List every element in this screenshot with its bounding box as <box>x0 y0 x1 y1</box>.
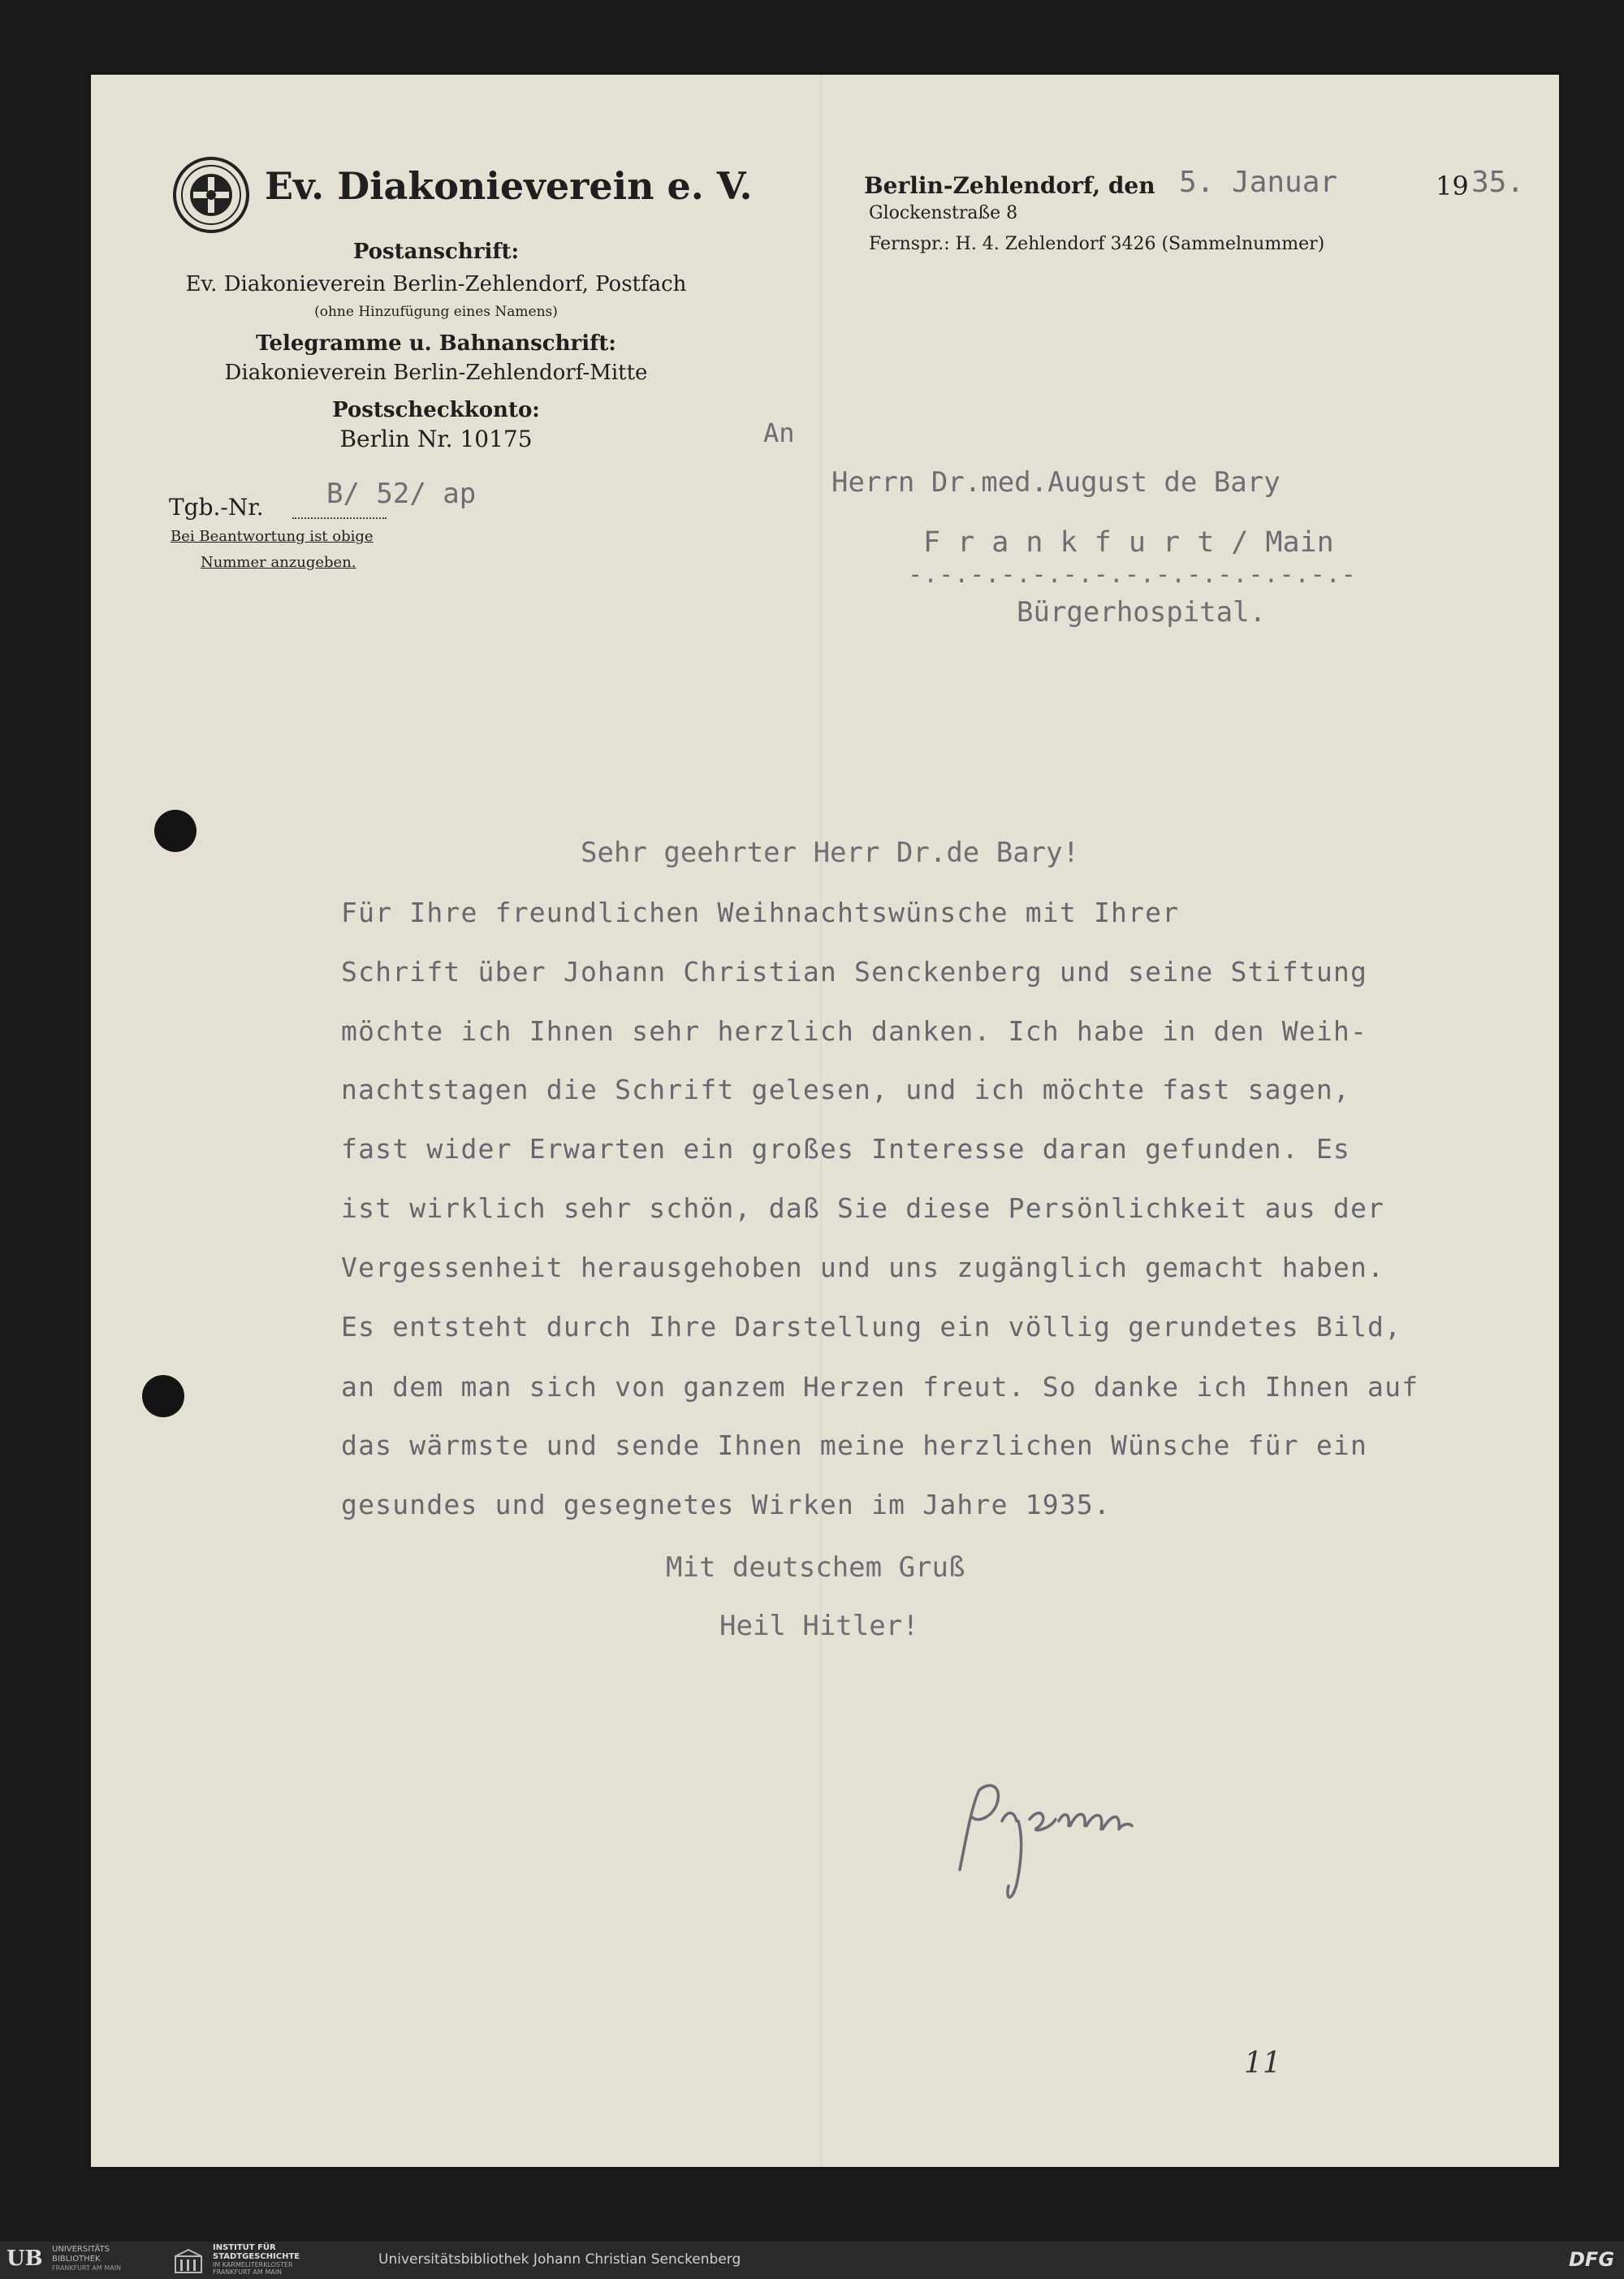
place-label: Berlin-Zehlendorf, den <box>864 172 1155 199</box>
city-underline: -.-.-.-.-.-.-.-.-.-.-.-.-.-.- <box>908 560 1357 589</box>
postscheck-line: Berlin Nr. 10175 <box>339 426 533 452</box>
recipient-place: Bürgerhospital. <box>1017 596 1267 629</box>
diakonie-seal-icon <box>172 156 250 234</box>
handwritten-signature <box>927 1699 1236 1910</box>
body-line-2: Schrift über Johann Christian Senckenberg und seine Stiftung <box>341 956 1368 988</box>
recipient-name: Herrn Dr.med.August de Bary <box>831 466 1281 499</box>
body-line-6: ist wirklich sehr schön, daß Sie diese Persönlichkeit aus der <box>341 1192 1385 1224</box>
body-line-7: Vergessenheit herausgehoben und uns zugänglich gemacht haben. <box>341 1252 1385 1283</box>
letter-page <box>91 75 1559 2167</box>
isg-text-2: STADTGESCHICHTE <box>213 2252 300 2261</box>
ub-text-3: FRANKFURT AM MAIN <box>52 2264 122 2272</box>
dfg-logo: DFG <box>1569 2248 1615 2271</box>
tgb-value: B/ 52/ ap <box>326 478 477 510</box>
recipient-city: F r a n k f u r t / Main <box>923 526 1334 559</box>
postal-label: Postanschrift: <box>352 240 520 264</box>
body-line-1: Für Ihre freundlichen Weihnachtswünsche mit Ihrer <box>341 897 1180 928</box>
body-line-10: das wärmste und sende Ihnen meine herzlichen Wünsche für ein <box>341 1429 1368 1461</box>
ub-logo-text: UB <box>6 2247 43 2271</box>
ub-text-2: BIBLIOTHEK <box>52 2255 101 2264</box>
postal-note: (ohne Hinzufügung eines Namens) <box>314 304 558 320</box>
street: Glockenstraße 8 <box>869 203 1018 223</box>
phone: Fernspr.: H. 4. Zehlendorf 3426 (Sammelnummer) <box>869 234 1325 254</box>
isg-building-icon <box>174 2248 203 2274</box>
isg-text-3: IM KARMELITERKLOSTER <box>213 2261 293 2268</box>
body-line-8: Es entsteht durch Ihre Darstellung ein völlig gerundetes Bild, <box>341 1311 1402 1343</box>
date-day: 5. Januar <box>1179 166 1338 199</box>
punch-hole-bottom <box>142 1375 184 1417</box>
body-line-3: möchte ich Ihnen sehr herzlich danken. Ich habe in den Weih- <box>341 1015 1368 1047</box>
telegram-label: Telegramme u. Bahnanschrift: <box>256 331 616 356</box>
punch-hole-top <box>154 810 197 852</box>
body-line-9: an dem man sich von ganzem Herzen freut. So danke ich Ihnen auf <box>341 1371 1419 1403</box>
tgb-note-1: Bei Beantwortung ist obige <box>171 528 374 545</box>
footer-bar <box>0 2242 1624 2279</box>
year-prefix: 19 <box>1436 171 1469 201</box>
org-name: Ev. Diakonieverein e. V. <box>265 164 753 208</box>
body-line-5: fast wider Erwarten ein großes Interesse daran gefunden. Es <box>341 1133 1350 1165</box>
page-number: 11 <box>1244 2047 1281 2080</box>
postscheck-label: Postscheckkonto: <box>332 398 540 422</box>
telegram-line: Diakonieverein Berlin-Zehlendorf-Mitte <box>224 361 648 385</box>
postal-line: Ev. Diakonieverein Berlin-Zehlendorf, Postfach <box>185 272 687 296</box>
salutation: Sehr geehrter Herr Dr.de Bary! <box>581 837 1080 869</box>
tgb-label: Tgb.-Nr. <box>169 494 264 521</box>
isg-text-4: FRANKFURT AM MAIN <box>213 2268 283 2276</box>
tgb-dotted-line <box>292 517 387 519</box>
ub-text-1: UNIVERSITÄTS <box>52 2245 110 2254</box>
library-name: Universitätsbibliothek Johann Christian Senckenberg <box>378 2251 741 2268</box>
year-suffix: 35. <box>1471 166 1525 199</box>
fold-line <box>820 75 822 2167</box>
body-line-11: gesundes und gesegnetes Wirken im Jahre 1935. <box>341 1489 1112 1520</box>
tgb-note-2: Nummer anzugeben. <box>201 554 356 571</box>
address-an: An <box>763 417 795 448</box>
closing-greeting: Mit deutschem Gruß <box>666 1551 965 1584</box>
body-line-4: nachtstagen die Schrift gelesen, und ich möchte fast sagen, <box>341 1074 1350 1105</box>
isg-text-1: INSTITUT FÜR <box>213 2243 276 2252</box>
closing-salute: Heil Hitler! <box>719 1610 919 1642</box>
